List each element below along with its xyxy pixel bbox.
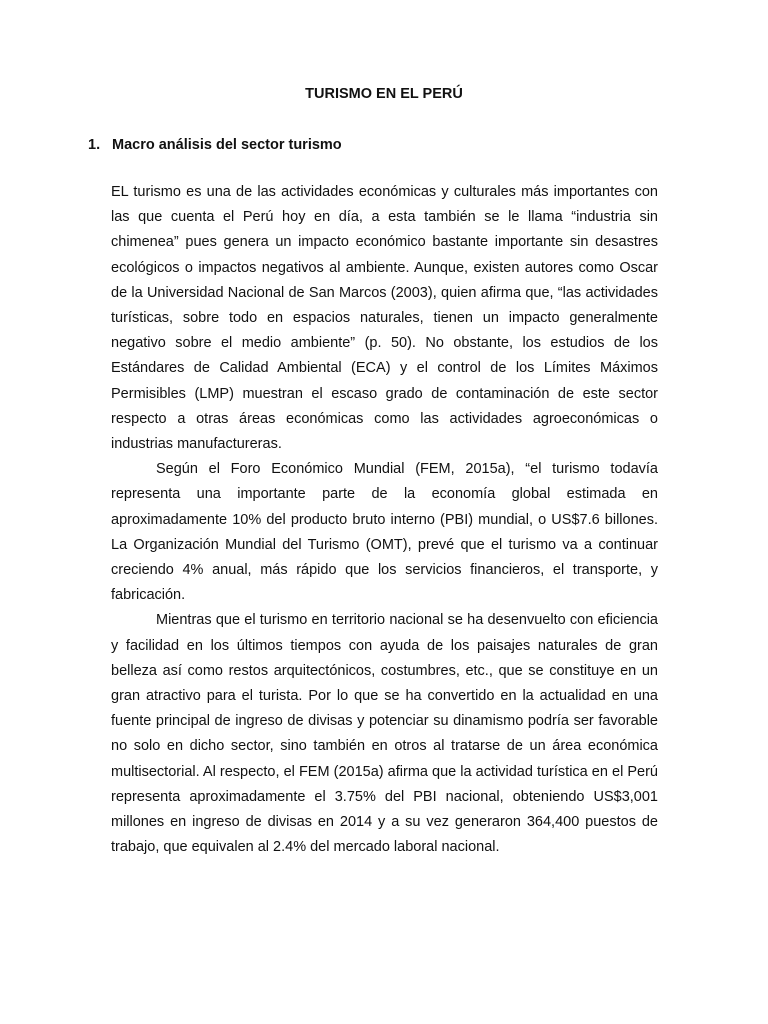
paragraph-2: Según el Foro Económico Mundial (FEM, 2015a), “el turismo todavía representa una importante parte de la economía global estimada en aproximadamente 10% del producto bruto interno (PBI) mundial, o US$7.6 billones. La Organización Mundial del Turismo (OMT), prevé que el turismo va a continuar creciendo 4% anual, más rápido que los servicios financieros, el transporte, y fabricación. (111, 461, 658, 604)
body-text (111, 180, 658, 860)
section-number: 1. (88, 137, 101, 153)
section-heading (88, 136, 342, 154)
document-title: TURISMO EN EL PERÚ (305, 86, 463, 102)
paragraph-1: EL turismo es una de las actividades económicas y culturales más importantes con las que cuenta el Perú hoy en día, a esta también se le llama “industria sin chimenea” pues genera un impacto económico bastante importante sin desastres ecológicos o impactos negativos al ambiente. Aunque, existen autores como Oscar de la Universidad Nacional de San Marcos (2003), quien afirma que, “las actividades turísticas, sobre todo en espacios naturales, tienen un impacto generalmente negativo sobre el medio ambiente” (p. 50). No obstante, los estudios de los Estándares de Calidad Ambiental (ECA) y el control de los Límites Máximos Permisibles (LMP) muestran el escaso grado de contaminación de este sector respecto a otras áreas económicas como las actividades agroeconómicas o industrias manufactureras. (111, 184, 658, 453)
paragraph-3: Mientras que el turismo en territorio nacional se ha desenvuelto con eficiencia y facilidad en los últimos tiempos con ayuda de los paisajes naturales de gran belleza así como restos arquitectónicos, costumbres, etc., que se constituye en un gran atractivo para el turista. Por lo que se ha convertido en la actualidad en una fuente principal de ingreso de divisas y potenciar su dinamismo podría ser favorable no solo en dicho sector, sino también en otros al tratarse de un área económica multisectorial. Al respecto, el FEM (2015a) afirma que la actividad turística en el Perú representa aproximadamente el 3.75% del PBI nacional, obteniendo US$3,001 millones en ingreso de divisas en 2014 y a su vez generaron 364,400 puestos de trabajo, que equivalen al 2.4% del mercado laboral nacional. (111, 612, 658, 856)
section-heading-text: Macro análisis del sector turismo (112, 137, 342, 153)
